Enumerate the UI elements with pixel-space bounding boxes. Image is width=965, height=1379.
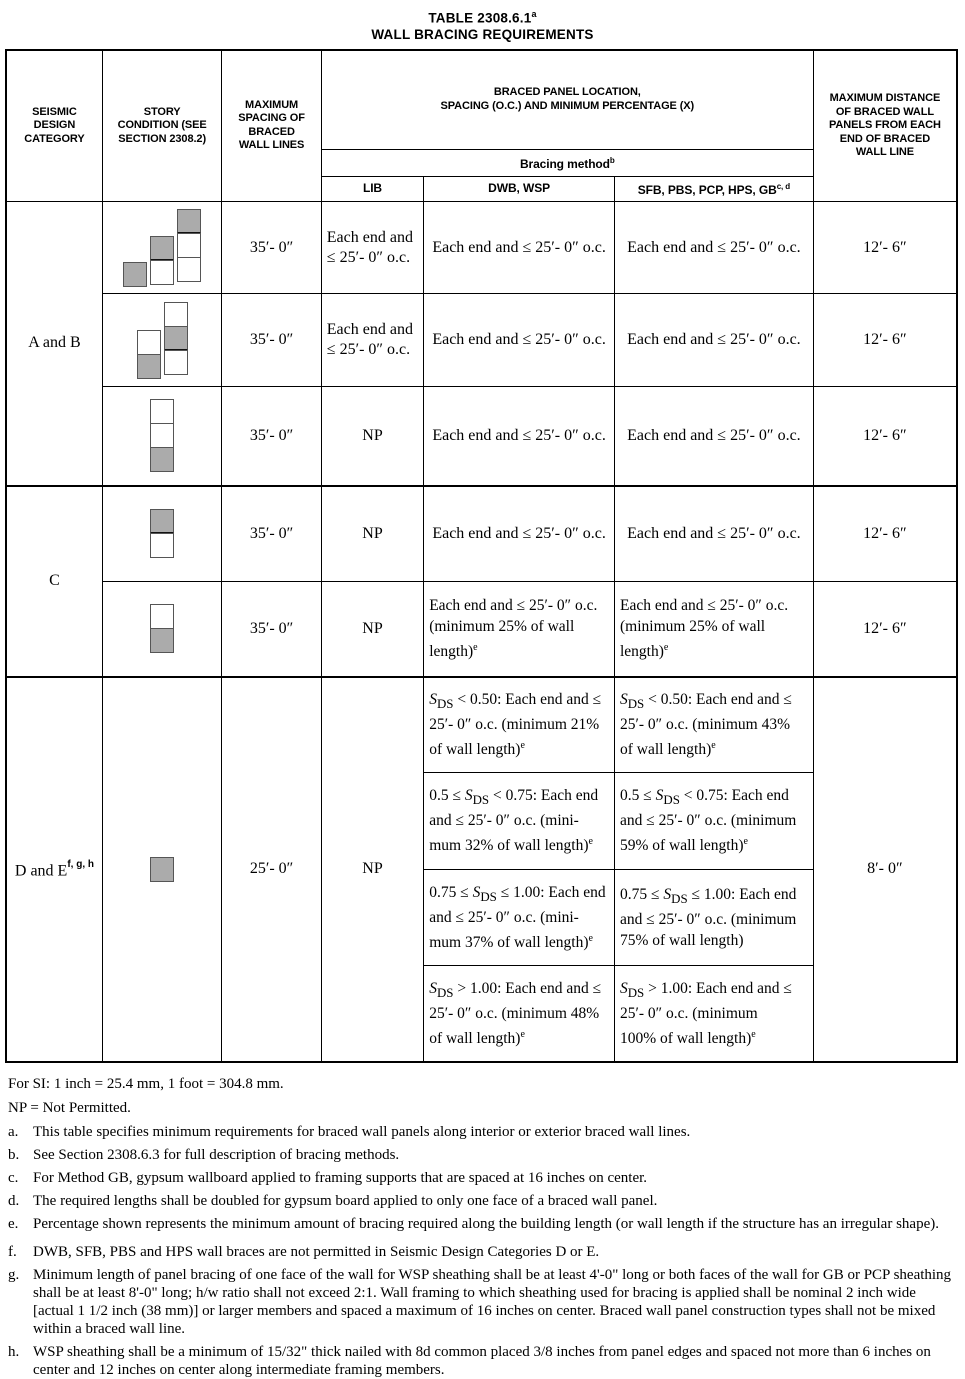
cell-distance-c1: 12′- 6″ <box>813 486 957 582</box>
footnotes <box>8 1075 958 1379</box>
footnote-f <box>8 1243 958 1261</box>
cell-dwb-de2: $0.5 \le S_{DS} < 0.75$: Each end and ≤ 25′- 0″ o.c. (mini- mum 32% of wall length)$^e$ <box>424 773 615 870</box>
cell-story-c1 <box>102 486 221 582</box>
footnote-g <box>8 1266 958 1338</box>
footnote-label: e. <box>8 1215 19 1232</box>
cell-sfb-ab3: Each end and ≤ 25′- 0″ o.c. <box>614 387 813 486</box>
cell-spacing-ab1: 35′- 0″ <box>222 202 321 294</box>
story-diagram-ab2 <box>108 302 216 379</box>
cell-story-ab2 <box>102 294 221 387</box>
cell-lib-ab2: Each end and ≤ 25′- 0″ o.c. <box>321 294 423 387</box>
footnote-text: Minimum length of panel bracing of one face of the wall for WSP sheathing shall be at least 4'-0" long or both faces of the wall for GB or PCP sheathing shall be at least 8'-0" long; h/w ratio shall not exceed 2:1. Wall framing to which sheathing used for bracing is applied shall be nominal 2 inch wide [actual 1 1/2 inch (38 mm)] or larger members and spaced a maximum of 16 inches on center. Braced wall panel construction types shall not be mixed within a braced wall line. <box>33 1266 952 1337</box>
story-diagram-ab3 <box>108 399 216 472</box>
cell-story-ab1 <box>102 202 221 294</box>
cell-story-de <box>102 677 221 1062</box>
cell-spacing-c2: 35′- 0″ <box>222 582 321 677</box>
cell-dwb-de4: $S_{DS} > 1.00$: Each end and ≤ 25′- 0″ o.c. (minimum 48% of wall length)$^e$ <box>424 966 615 1062</box>
cell-spacing-de: 25′- 0″ <box>222 677 321 1062</box>
footnote-h <box>8 1343 958 1379</box>
footnote-d <box>8 1192 958 1210</box>
header-method-sfb-group: SFB, PBS, PCP, HPS, GB$^{c, d}$ <box>614 177 813 202</box>
header-method-lib: LIB <box>321 177 423 202</box>
footnote-label: a. <box>8 1123 19 1140</box>
story-diagram-c2 <box>108 604 216 653</box>
footnote-text: Percentage shown represents the minimum amount of bracing required along the building length (or wall length if the structure has an irregular shape). <box>33 1215 939 1232</box>
footnote-np: NP = Not Permitted. <box>8 1099 131 1116</box>
cell-category-d-e: D and E$^{f, g, h}$ <box>6 677 102 1062</box>
cell-spacing-c1: 35′- 0″ <box>222 486 321 582</box>
cell-dwb-ab1: Each end and ≤ 25′- 0″ o.c. <box>424 202 615 294</box>
footnote-si: For SI: 1 inch = 25.4 mm, 1 foot = 304.8 mm. <box>8 1075 284 1092</box>
cell-sfb-c2: Each end and ≤ 25′- 0″ o.c. (minimum 25% of wall length)$^e$ <box>614 582 813 677</box>
cell-lib-ab3: NP <box>321 387 423 486</box>
footnote-label: h. <box>8 1343 20 1360</box>
footnote-label: f. <box>8 1243 17 1260</box>
table-number: TABLE 2308.6.1$^a$ <box>428 9 537 26</box>
cell-dwb-ab2: Each end and ≤ 25′- 0″ o.c. <box>424 294 615 387</box>
cell-distance-c2: 12′- 6″ <box>813 582 957 677</box>
cell-distance-ab1: 12′- 6″ <box>813 202 957 294</box>
cell-category-a-b: A and B <box>6 202 102 486</box>
cell-distance-de: 8′- 0″ <box>813 677 957 1062</box>
footnote-b <box>8 1146 958 1164</box>
story-diagram-c1 <box>108 509 216 558</box>
cell-sfb-de4: $S_{DS} > 1.00$: Each end and ≤ 25′- 0″ o.c. (minimum 100% of wall length)$^e$ <box>614 966 813 1062</box>
cell-distance-ab3: 12′- 6″ <box>813 387 957 486</box>
cell-dwb-de3: $0.75 \le S_{DS} \le 1.00$: Each end and ≤ 25′- 0″ o.c. (mini- mum 37% of wall length)$^e$ <box>424 870 615 966</box>
story-diagram-de <box>108 857 216 882</box>
cell-dwb-de1: $S_{DS} < 0.50$: Each end and ≤ 25′- 0″ o.c. (minimum 21% of wall length)$^e$ <box>424 677 615 773</box>
header-method-dwb-wsp: DWB, WSP <box>424 177 615 202</box>
cell-lib-c1: NP <box>321 486 423 582</box>
footnote-c <box>8 1169 958 1187</box>
cell-sfb-ab1: Each end and ≤ 25′- 0″ o.c. <box>614 202 813 294</box>
footnote-a <box>8 1123 958 1141</box>
cell-dwb-c1: Each end and ≤ 25′- 0″ o.c. <box>424 486 615 582</box>
footnote-text: WSP sheathing shall be a minimum of 15/32" thick nailed with 8d common placed 3/8 inches from panel edges and spaced not more than 6 inches on center and 12 inches on center along intermediate framing members. <box>33 1343 931 1378</box>
footnote-text: For Method GB, gypsum wallboard applied to framing supports that are spaced at 16 inches on center. <box>33 1169 648 1186</box>
cell-sfb-c1: Each end and ≤ 25′- 0″ o.c. <box>614 486 813 582</box>
footnote-label: d. <box>8 1192 20 1209</box>
cell-sfb-de2: $0.5 \le S_{DS} < 0.75$: Each end and ≤ 25′- 0″ o.c. (minimum 59% of wall length)$^e$ <box>614 773 813 870</box>
footnote-label: b. <box>8 1146 20 1163</box>
cell-spacing-ab2: 35′- 0″ <box>222 294 321 387</box>
cell-spacing-ab3: 35′- 0″ <box>222 387 321 486</box>
footnote-e <box>8 1215 958 1233</box>
page-title <box>0 6 965 43</box>
footnote-text: DWB, SFB, PBS and HPS wall braces are not permitted in Seismic Design Categories D or E. <box>33 1243 600 1260</box>
cell-lib-ab1: Each end and ≤ 25′- 0″ o.c. <box>321 202 423 294</box>
wall-bracing-table <box>5 49 958 1063</box>
story-diagram-ab1 <box>108 209 216 287</box>
cell-category-c: C <box>6 486 102 677</box>
cell-story-ab3 <box>102 387 221 486</box>
header-max-spacing: MAXIMUM SPACING OF BRACED WALL LINES <box>222 50 321 202</box>
footnote-text: See Section 2308.6.3 for full description of bracing methods. <box>33 1146 400 1163</box>
cell-dwb-ab3: Each end and ≤ 25′- 0″ o.c. <box>424 387 615 486</box>
footnote-text: This table specifies minimum requirements for braced wall panels along interior or exterior braced wall lines. <box>33 1123 691 1140</box>
cell-lib-de: NP <box>321 677 423 1062</box>
header-max-distance: MAXIMUM DISTANCE OF BRACED WALL PANELS FROM EACH END OF BRACED WALL LINE <box>813 50 957 202</box>
header-bracing-method: Bracing method$^b$ <box>321 150 813 177</box>
cell-dwb-c2: Each end and ≤ 25′- 0″ o.c. (minimum 25% of wall length)$^e$ <box>424 582 615 677</box>
cell-sfb-ab2: Each end and ≤ 25′- 0″ o.c. <box>614 294 813 387</box>
table-title: WALL BRACING REQUIREMENTS <box>371 26 594 42</box>
footnote-text: The required lengths shall be doubled for gypsum board applied to only one face of a braced wall panel. <box>33 1192 658 1209</box>
cell-lib-c2: NP <box>321 582 423 677</box>
cell-story-c2 <box>102 582 221 677</box>
header-seismic-category: SEISMIC DESIGN CATEGORY <box>6 50 102 202</box>
cell-distance-ab2: 12′- 6″ <box>813 294 957 387</box>
cell-sfb-de3: $0.75 \le S_{DS} \le 1.00$: Each end and ≤ 25′- 0″ o.c. (minimum 75% of wall length) <box>614 870 813 966</box>
header-braced-panel-location: BRACED PANEL LOCATION, SPACING (O.C.) AND MINIMUM PERCENTAGE (X) <box>321 50 813 150</box>
cell-sfb-de1: $S_{DS} < 0.50$: Each end and ≤ 25′- 0″ o.c. (minimum 43% of wall length)$^e$ <box>614 677 813 773</box>
footnote-label: g. <box>8 1266 20 1283</box>
header-story-condition: STORY CONDITION (SEE SECTION 2308.2) <box>102 50 221 202</box>
footnote-label: c. <box>8 1169 19 1186</box>
